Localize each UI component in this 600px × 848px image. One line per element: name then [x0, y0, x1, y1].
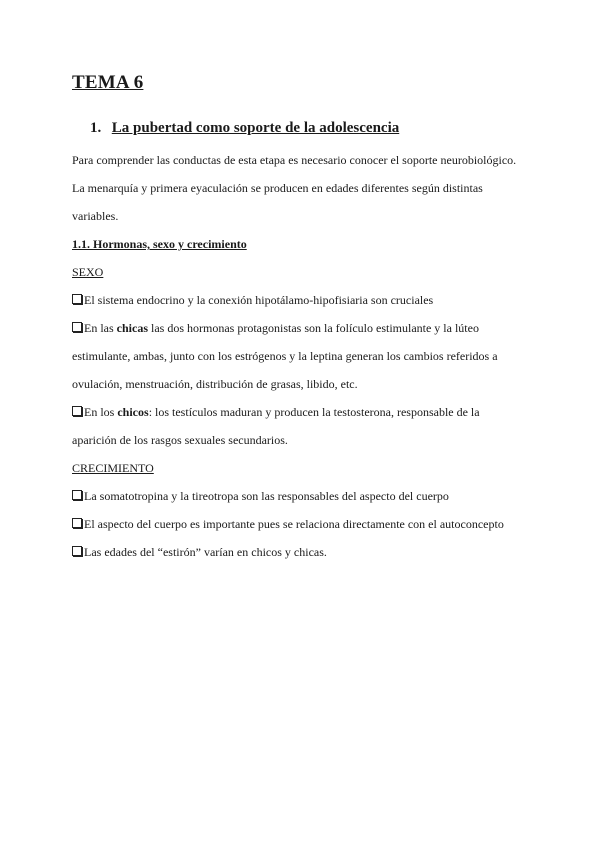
crecimiento-label: CRECIMIENTO [72, 461, 154, 475]
section-number: 1. [90, 120, 102, 136]
checkbox-bullet-icon [72, 294, 82, 304]
checkbox-bullet-icon [72, 518, 82, 528]
checkbox-bullet-icon [72, 322, 82, 332]
list-item: El aspecto del cuerpo es importante pues se relaciona directamente con el autoconcepto [72, 510, 532, 538]
document-body [72, 146, 532, 566]
list-item: La somatotropina y la tireotropa son las responsables del aspecto del cuerpo [72, 482, 532, 510]
intro-line-2: La menarquía y primera eyaculación se producen en edades diferentes según distintas [72, 181, 483, 195]
intro-line-1: Para comprender las conductas de esta etapa es necesario conocer el soporte neurobiológico. [72, 153, 517, 167]
checkbox-bullet-icon [72, 546, 82, 556]
list-item-continuation: aparición de los rasgos sexuales secundarios. [72, 433, 288, 447]
list-item: El sistema endocrino y la conexión hipotálamo-hipofisiaria son cruciales [72, 286, 532, 314]
section-title: La pubertad como soporte de la adolescencia [111, 120, 400, 136]
section-heading [90, 120, 399, 137]
subsection-heading: 1.1. Hormonas, sexo y crecimiento [72, 237, 247, 251]
checkbox-bullet-icon [72, 490, 82, 500]
list-item: En los chicos: los testículos maduran y producen la testosterona, responsable de la [72, 398, 532, 426]
list-item-continuation: ovulación, menstruación, distribución de grasas, libido, etc. [72, 377, 358, 391]
intro-line-3: variables. [72, 209, 119, 223]
bold-term-chicos: chicos [117, 405, 149, 419]
page-title: TEMA 6 [72, 72, 144, 93]
list-item: En las chicas las dos hormonas protagonistas son la folículo estimulante y la lúteo [72, 314, 532, 342]
list-item: Las edades del “estirón” varían en chicos y chicas. [72, 538, 532, 566]
sexo-label: SEXO [72, 265, 104, 279]
bold-term-chicas: chicas [116, 321, 149, 335]
checkbox-bullet-icon [72, 406, 82, 416]
list-item-continuation: estimulante, ambas, junto con los estrógenos y la leptina generan los cambios referidos a [72, 349, 498, 363]
